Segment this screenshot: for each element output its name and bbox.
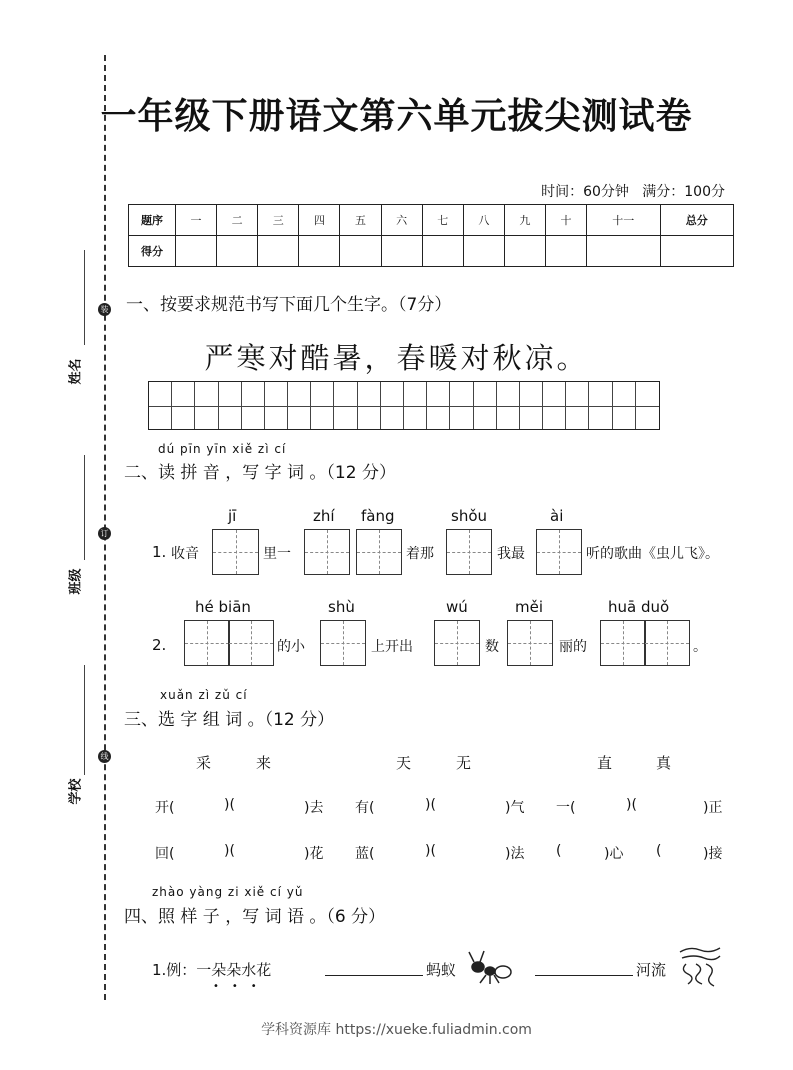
section-2-title: 二、读 拼 音 ，写 字 词 。（12 分）	[124, 463, 396, 483]
section-3-title: 三、选 字 组 词 。（12 分）	[124, 710, 335, 730]
s3-choice: 采	[196, 754, 212, 772]
s3-row2: )法	[505, 846, 525, 862]
section-1-phrase: 严寒对酷暑，春暖对秋凉。	[204, 341, 589, 375]
score-col: 八	[463, 205, 504, 236]
binding-dot-ding: 订	[98, 527, 111, 540]
s2-line1-part: 我最	[497, 546, 525, 562]
section-2-pinyin: dú pīn yīn xiě zì cí	[158, 442, 287, 456]
tianzi-box[interactable]	[304, 529, 350, 575]
s2-line2-part: 的小	[277, 639, 305, 655]
s3-row2: 回(	[155, 846, 175, 862]
s3-row2: )接	[703, 846, 723, 862]
tianzi-box[interactable]	[228, 620, 274, 666]
s2-line2-pinyin: hé biān	[195, 598, 251, 616]
score-cell[interactable]	[660, 236, 734, 267]
s4-example: 1.例：一朵朵水花	[152, 961, 272, 979]
s3-row1: )(	[626, 797, 637, 813]
s3-row1: )(	[425, 797, 436, 813]
s3-row1: )正	[703, 800, 723, 816]
tianzi-box[interactable]	[446, 529, 492, 575]
section-4-title: 四、照 样 子 ，写 词 语 。（6 分）	[124, 907, 386, 927]
s3-choice: 天	[396, 754, 412, 772]
score-cell[interactable]	[504, 236, 545, 267]
score-col: 十	[545, 205, 586, 236]
tianzi-box[interactable]	[184, 620, 230, 666]
s4-answer-line[interactable]	[535, 975, 633, 976]
s2-line1-part: 着那	[406, 546, 434, 562]
class-label: 班级	[68, 568, 84, 595]
score-cell[interactable]	[545, 236, 586, 267]
footer-source: 学科资源库 https://xueke.fuliadmin.com	[261, 1022, 532, 1038]
s3-row2: )(	[425, 843, 436, 859]
score-col: 六	[381, 205, 422, 236]
tianzi-box[interactable]	[600, 620, 646, 666]
s3-row2: (	[656, 843, 662, 859]
score-col: 五	[340, 205, 381, 236]
binding-dot-xian: 线	[98, 750, 111, 763]
s2-line1-part: 听的歌曲《虫儿飞》。	[586, 546, 719, 562]
tianzi-box[interactable]	[434, 620, 480, 666]
tianzi-box[interactable]	[644, 620, 690, 666]
s2-line1-part: 里一	[263, 546, 291, 562]
exam-full-score: 满分：100分	[642, 184, 725, 200]
exam-meta	[541, 181, 725, 201]
section-4-pinyin: zhào yàng zi xiě cí yǔ	[152, 885, 304, 899]
score-cell[interactable]	[340, 236, 381, 267]
tianzi-box[interactable]	[507, 620, 553, 666]
name-label: 姓名	[68, 358, 84, 385]
score-table	[128, 204, 734, 267]
s2-line1-pinyin: shǒu	[451, 507, 488, 525]
emphasis-dots: •••	[213, 981, 270, 992]
s2-line2-part: 数	[485, 639, 499, 655]
score-cell[interactable]	[422, 236, 463, 267]
section-3-pinyin: xuǎn zì zǔ cí	[160, 688, 248, 702]
s3-row1: 开(	[155, 800, 175, 816]
score-table-score-row	[129, 236, 734, 267]
s2-line1-pinyin: fàng	[361, 507, 395, 525]
score-col: 十一	[587, 205, 660, 236]
class-write-line	[84, 455, 85, 560]
s3-row2: 蓝(	[355, 846, 375, 862]
score-cell[interactable]	[299, 236, 340, 267]
score-table-header-row	[129, 205, 734, 236]
s3-row1: 一(	[556, 800, 576, 816]
score-row2-head: 得分	[129, 236, 176, 267]
s4-word1: 蚂蚁	[426, 961, 457, 979]
s3-row2: (	[556, 843, 562, 859]
tianzi-box[interactable]	[212, 529, 259, 575]
s2-line2-part: 上开出	[371, 639, 413, 655]
score-col: 七	[422, 205, 463, 236]
score-cell[interactable]	[587, 236, 660, 267]
s3-row2: )(	[224, 843, 235, 859]
s2-line2-num: 2.	[152, 636, 167, 654]
s3-row2: )心	[604, 846, 624, 862]
s2-line1-pinyin: jī	[228, 507, 237, 525]
s2-line2-pinyin: měi	[515, 598, 544, 616]
score-cell[interactable]	[217, 236, 258, 267]
s3-choice: 真	[656, 754, 672, 772]
s3-row1: )去	[304, 800, 324, 816]
tianzi-box[interactable]	[356, 529, 402, 575]
score-col: 一	[176, 205, 217, 236]
score-cell[interactable]	[258, 236, 299, 267]
s3-row1: 有(	[355, 800, 375, 816]
score-col: 总分	[660, 205, 734, 236]
binding-dot-zhuang: 装	[98, 303, 111, 316]
school-write-line	[84, 665, 85, 775]
score-cell[interactable]	[381, 236, 422, 267]
s4-word2: 河流	[636, 961, 667, 979]
score-cell[interactable]	[176, 236, 217, 267]
tianzi-box[interactable]	[320, 620, 366, 666]
s2-line2-part: 丽的	[559, 639, 587, 655]
writing-grid[interactable]	[148, 381, 660, 430]
page-title: 一年级下册语文第六单元拔尖测试卷	[100, 95, 693, 137]
s2-line2-pinyin: wú	[446, 598, 468, 616]
s2-line1-num: 1.	[152, 543, 167, 561]
score-col: 三	[258, 205, 299, 236]
s3-row1: )气	[505, 800, 525, 816]
school-label: 学校	[68, 778, 84, 805]
s2-line2-part: 。	[693, 639, 707, 655]
s3-choice: 无	[456, 754, 472, 772]
score-col: 二	[217, 205, 258, 236]
river-icon	[676, 944, 724, 988]
score-cell[interactable]	[463, 236, 504, 267]
section-1-title: 一、按要求规范书写下面几个生字。（7分）	[126, 295, 452, 315]
score-col: 九	[504, 205, 545, 236]
s3-choice: 来	[256, 754, 272, 772]
score-col: 四	[299, 205, 340, 236]
s2-line1-pinyin: ài	[550, 507, 564, 525]
s2-line1-pinyin: zhí	[313, 507, 335, 525]
s3-row1: )(	[224, 797, 235, 813]
exam-time: 时间：60分钟	[541, 184, 629, 200]
s3-row2: )花	[304, 846, 324, 862]
s2-line2-pinyin: huā duǒ	[608, 598, 670, 616]
s2-line1-part: 收音	[171, 546, 199, 562]
name-write-line	[84, 250, 85, 345]
score-row-head: 题序	[129, 205, 176, 236]
ant-icon	[466, 947, 516, 987]
s2-line2-pinyin: shù	[328, 598, 355, 616]
s4-answer-line[interactable]	[325, 975, 423, 976]
s3-choice: 直	[597, 754, 613, 772]
tianzi-box[interactable]	[536, 529, 582, 575]
